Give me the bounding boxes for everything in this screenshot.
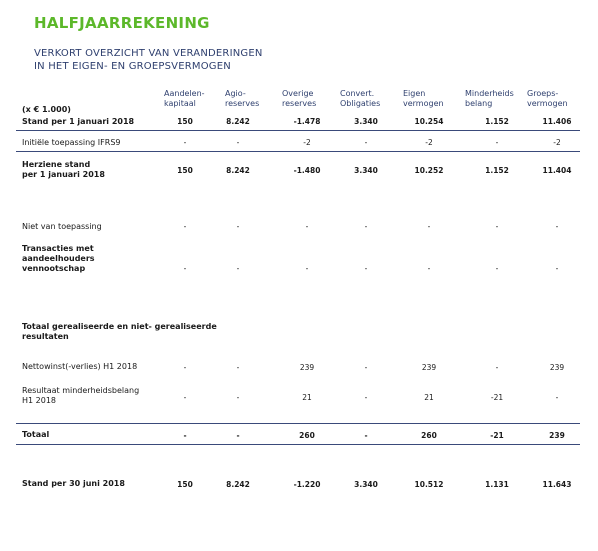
table-cell: - bbox=[495, 363, 499, 372]
row-divider bbox=[16, 423, 580, 424]
unit-label: (x € 1.000) bbox=[22, 105, 71, 114]
table-cell: - bbox=[183, 222, 187, 231]
table-cell: 1.131 bbox=[485, 480, 509, 489]
table-cell: - bbox=[183, 138, 187, 147]
table-cell: - bbox=[236, 431, 240, 440]
table-cell: - bbox=[364, 393, 368, 402]
table-cell: 1.152 bbox=[485, 166, 509, 175]
table-cell: 10.252 bbox=[414, 166, 444, 175]
table-cell: 11.643 bbox=[542, 480, 572, 489]
table-cell: -1.480 bbox=[293, 166, 321, 175]
table-cell: -1.220 bbox=[293, 480, 321, 489]
row-label-stand-30-juni: Stand per 30 juni 2018 bbox=[22, 479, 125, 488]
table-cell: 11.406 bbox=[542, 117, 572, 126]
row-label-totaal: Totaal bbox=[22, 430, 50, 439]
table-cell: 260 bbox=[421, 431, 437, 440]
table-cell: 10.254 bbox=[414, 117, 444, 126]
table-cell: 239 bbox=[421, 363, 437, 372]
row-divider bbox=[16, 151, 580, 152]
row-label-initiele-toepassing: Initiële toepassing IFRS9 bbox=[22, 138, 121, 147]
row-label-herziene-stand: Herziene stand per 1 januari 2018 bbox=[22, 160, 105, 179]
table-cell: 8.242 bbox=[226, 117, 250, 126]
table-cell: -2 bbox=[303, 138, 311, 147]
table-cell: - bbox=[236, 363, 240, 372]
table-cell: - bbox=[495, 138, 499, 147]
row-label-stand-1-januari: Stand per 1 januari 2018 bbox=[22, 117, 135, 126]
table-cell: 10.512 bbox=[414, 480, 444, 489]
column-header-groepsvermogen: Groeps- vermogen bbox=[527, 89, 568, 108]
row-label-totaal-gerealiseerde: Totaal gerealiseerde en niet- gerealiseerde resultaten bbox=[22, 322, 217, 341]
row-label-niet-van-toepassing: Niet van toepassing bbox=[22, 222, 102, 231]
column-header-overige-reserves: Overige reserves bbox=[282, 89, 317, 108]
table-cell: -21 bbox=[490, 393, 504, 402]
table-cell: 3.340 bbox=[354, 166, 378, 175]
table-cell: - bbox=[236, 264, 240, 273]
table-cell: -2 bbox=[425, 138, 433, 147]
table-cell: - bbox=[364, 363, 368, 372]
table-cell: - bbox=[427, 222, 431, 231]
subtitle-line-1: VERKORT OVERZICHT VAN VERANDERINGEN bbox=[34, 48, 263, 59]
column-header-aandelenkapitaal: Aandelen- kapitaal bbox=[164, 89, 205, 108]
table-cell: - bbox=[236, 393, 240, 402]
table-cell: 239 bbox=[549, 363, 565, 372]
table-cell: 150 bbox=[177, 117, 193, 126]
table-cell: - bbox=[236, 138, 240, 147]
table-cell: 3.340 bbox=[354, 480, 378, 489]
column-header-convert-obligaties: Convert. Obligaties bbox=[340, 89, 381, 108]
table-cell: 260 bbox=[299, 431, 315, 440]
row-label-transacties: Transacties met aandeelhouders vennootschap bbox=[22, 244, 95, 273]
table-cell: 239 bbox=[299, 363, 315, 372]
row-divider bbox=[16, 130, 580, 131]
table-cell: - bbox=[364, 431, 368, 440]
table-cell: - bbox=[495, 264, 499, 273]
table-cell: - bbox=[305, 264, 309, 273]
page-title: HALFJAARREKENING bbox=[34, 14, 210, 32]
table-cell: 3.340 bbox=[354, 117, 378, 126]
table-cell: - bbox=[555, 264, 559, 273]
table-cell: - bbox=[183, 363, 187, 372]
table-cell: 1.152 bbox=[485, 117, 509, 126]
table-cell: - bbox=[495, 222, 499, 231]
table-cell: 8.242 bbox=[226, 166, 250, 175]
column-header-minderheidsbelang: Minderheids belang bbox=[465, 89, 514, 108]
table-cell: - bbox=[555, 222, 559, 231]
row-label-nettowinst: Nettowinst(-verlies) H1 2018 bbox=[22, 362, 138, 371]
row-divider bbox=[16, 444, 580, 445]
table-cell: - bbox=[305, 222, 309, 231]
table-cell: - bbox=[183, 264, 187, 273]
table-cell: -2 bbox=[553, 138, 561, 147]
row-label-resultaat-minderheidsbelang: Resultaat minderheidsbelang H1 2018 bbox=[22, 386, 140, 405]
table-cell: 21 bbox=[424, 393, 434, 402]
table-cell: 239 bbox=[549, 431, 565, 440]
table-cell: - bbox=[555, 393, 559, 402]
column-header-eigen-vermogen: Eigen vermogen bbox=[403, 89, 444, 108]
table-cell: - bbox=[364, 138, 368, 147]
table-cell: -1.478 bbox=[293, 117, 321, 126]
table-cell: - bbox=[427, 264, 431, 273]
table-cell: - bbox=[364, 264, 368, 273]
column-header-agioreserves: Agio- reserves bbox=[225, 89, 260, 108]
table-cell: - bbox=[236, 222, 240, 231]
table-cell: - bbox=[364, 222, 368, 231]
table-cell: 150 bbox=[177, 166, 193, 175]
table-cell: -21 bbox=[490, 431, 504, 440]
table-cell: - bbox=[183, 393, 187, 402]
subtitle-line-2: IN HET EIGEN- EN GROEPSVERMOGEN bbox=[34, 61, 231, 72]
table-cell: 8.242 bbox=[226, 480, 250, 489]
table-cell: 150 bbox=[177, 480, 193, 489]
table-cell: 11.404 bbox=[542, 166, 572, 175]
table-cell: 21 bbox=[302, 393, 312, 402]
table-cell: - bbox=[183, 431, 187, 440]
